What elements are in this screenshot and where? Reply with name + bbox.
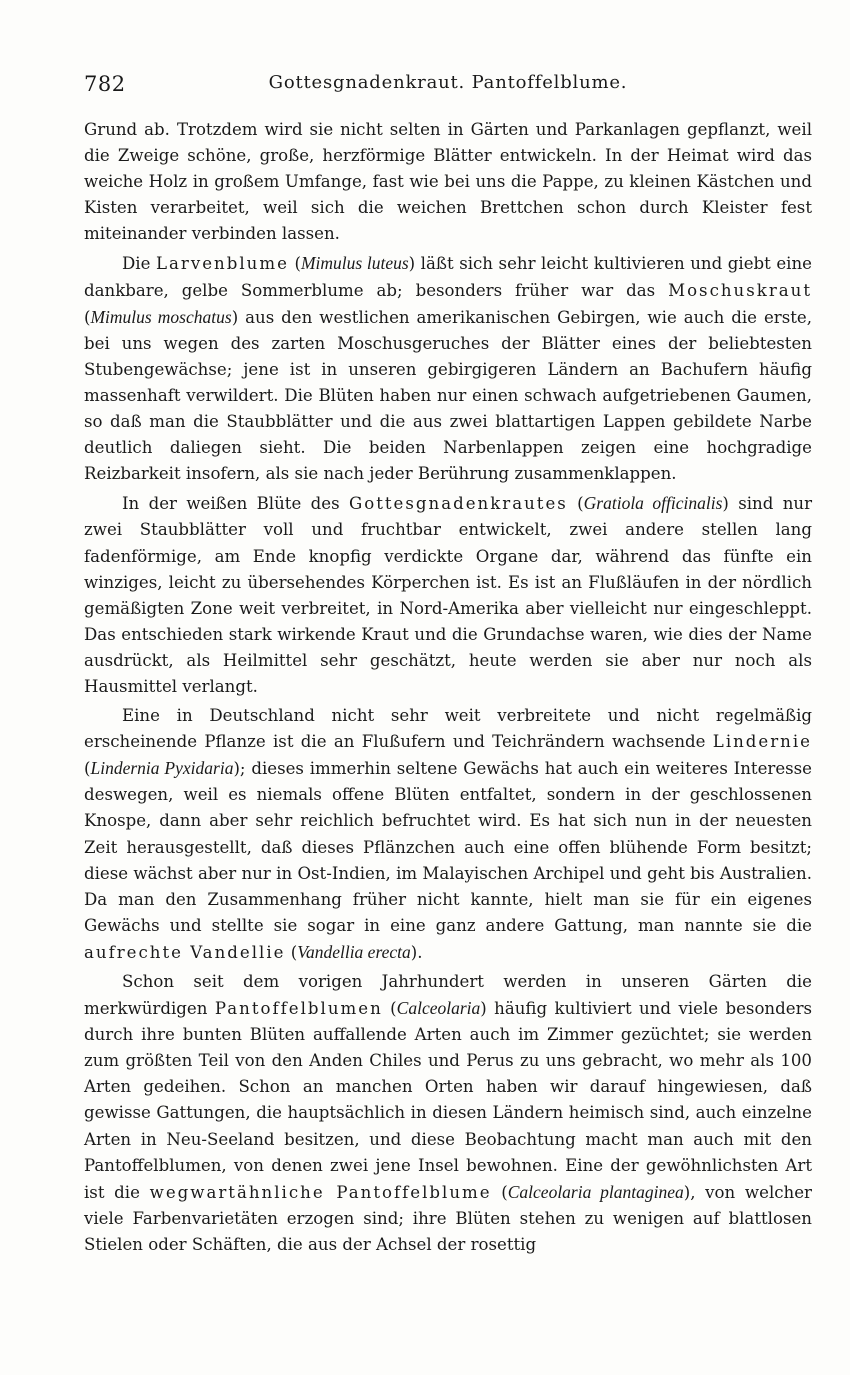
latin-name: Mimulus luteus (300, 253, 409, 274)
spaced-term: Moschuskraut (668, 280, 812, 300)
text-segment: In der weißen Blüte des (122, 494, 349, 514)
text-segment: ) aus den westlichen amerikanischen Gebirgen, wie auch die erste, bei uns wegen des zarten Moschusgeruches der Blätter eines der beliebtesten Stubengewächse; jene ist in unseren gebirgigeren Ländern an Bachufern häufig massenhaft verwildert. Die Blüten haben nur einen schwach aufgetriebenen Gaumen, so daß man die Staubblätter und die aus zwei blattartigen Lappen gebildete Narbe deutlich daliegen sieht. Die beiden Narbenlappen zeigen eine hochgradige Reizbarkeit insofern, als sie nach jeder Berührung zusammenklappen. (84, 307, 812, 484)
text-segment: ( (84, 759, 91, 779)
latin-name: Vandellia erecta (297, 941, 411, 962)
paragraph (84, 250, 812, 487)
text-segment: ( (84, 307, 91, 327)
latin-name: Mimulus moschatus (90, 306, 232, 327)
text-segment: ( (288, 254, 301, 274)
paragraph (84, 117, 812, 247)
text-segment: Grund ab. Trotzdem wird sie nicht selten in Gärten und Parkanlagen gepflanzt, weil die Zweige schöne, große, herzförmige Blätter entwickeln. In der Heimat wird das weiche Holz in großem Umfange, fast wie bei uns die Pappe, zu kleinen Kästchen und Kisten verarbeitet, weil sich die weichen Brettchen schon durch Kleister fest miteinander verbinden lassen. (84, 120, 812, 244)
text-segment: ( (285, 942, 298, 962)
latin-name: Calceolaria (396, 998, 481, 1019)
latin-name: Gratiola officinalis (583, 493, 723, 514)
text-segment: Schon seit dem vorigen Jahrhundert werden in unseren Gärten die merkwürdigen (84, 972, 812, 1019)
text-segment: Eine in Deutschland nicht sehr weit verbreitete und nicht regelmäßig erscheinende Pflanze ist die an Flußufern und Teichrändern wachsende (84, 706, 812, 752)
spaced-term: Gottesgnadenkrautes (348, 494, 568, 514)
paragraph (84, 969, 812, 1258)
body-text (84, 117, 812, 1261)
text-segment: ), von welcher viele Farbenvarietäten erzogen sind; ihre Blüten stehen zu wenigen auf blattlosen Stielen oder Schäften, die aus der Achsel der rosettig (84, 1182, 812, 1254)
text-segment: ( (567, 494, 584, 514)
latin-name: Lindernia Pyxidaria (90, 758, 234, 779)
spaced-term: Larvenblume (156, 254, 289, 274)
running-title: Gottesgnadenkraut. Pantoffelblume. (268, 72, 628, 93)
latin-name: Calceolaria plantaginea (507, 1181, 684, 1202)
page-number: 782 (84, 72, 126, 96)
text-segment: Die (122, 254, 156, 274)
text-segment: ( (491, 1182, 508, 1202)
spaced-term: wegwartähnliche Pantoffelblume (149, 1182, 492, 1202)
text-segment: ); dieses immerhin seltene Gewächs hat auch ein weiteres Interesse deswegen, weil es niemals offene Blüten entfaltet, sondern in der geschlossenen Knospe, dann aber sehr reichlich befruchtet wird. Es hat sich nun in der neuesten Zeit herausgestellt, daß dieses Pflänzchen auch eine offen blühende Form besitzt; diese wächst aber nur in Ost-Indien, im Malayischen Archipel und geht bis Australien. Da man den Zusammenhang früher nicht kannte, hielt man sie für ein eigenes Gewächs und stellte sie sogar in eine ganz andere Gattung, man nannte sie die (84, 759, 813, 935)
paragraph (84, 490, 812, 700)
spaced-term: aufrechte Vandellie (84, 942, 286, 962)
text-segment: ). (410, 942, 423, 962)
text-segment: ) häufig kultiviert und viele besonders durch ihre bunten Blüten auffallende Arten auch im Zimmer gezüchtet; sie werden zum größten Teil von den Anden Chiles und Perus zu uns gebracht, wo mehr als 100 Arten gedeihen. Schon an manchen Orten haben wir darauf hingewiesen, daß gewisse Gattungen, die hauptsächlich in diesen Ländern heimisch sind, auch einzelne Arten in Neu-Seeland besitzen, und diese Beobachtung macht man auch mit den Pantoffelblumen, von denen zwei jene Insel bewohnen. Eine der gewöhnlichsten Art ist die (84, 999, 813, 1202)
paragraph (84, 703, 812, 966)
text-segment: ( (382, 999, 397, 1019)
page-header (84, 72, 812, 98)
spaced-term: Pantoffelblumen (214, 999, 383, 1019)
text-segment: ) läßt sich sehr leicht kultivieren und giebt eine dankbare, gelbe Sommerblume ab; besonders früher war das (84, 254, 812, 300)
spaced-term: Lindernie (712, 732, 812, 752)
text-segment: ) sind nur zwei Staubblätter voll und fruchtbar entwickelt, zwei andere stellen lang fadenförmige, am Ende knopfig verdickte Organe dar, während das fünfte ein winziges, leicht zu übersehendes Körperchen ist. Es ist an Flußläufen in der nördlich gemäßigten Zone weit verbreitet, in Nord-Amerika aber vielleicht nur eingeschleppt. Das entschieden stark wirkende Kraut und die Grundachse waren, wie dies der Name ausdrückt, als Heilmittel sehr geschätzt, heute werden sie aber nur noch als Hausmittel verlangt. (84, 494, 813, 696)
